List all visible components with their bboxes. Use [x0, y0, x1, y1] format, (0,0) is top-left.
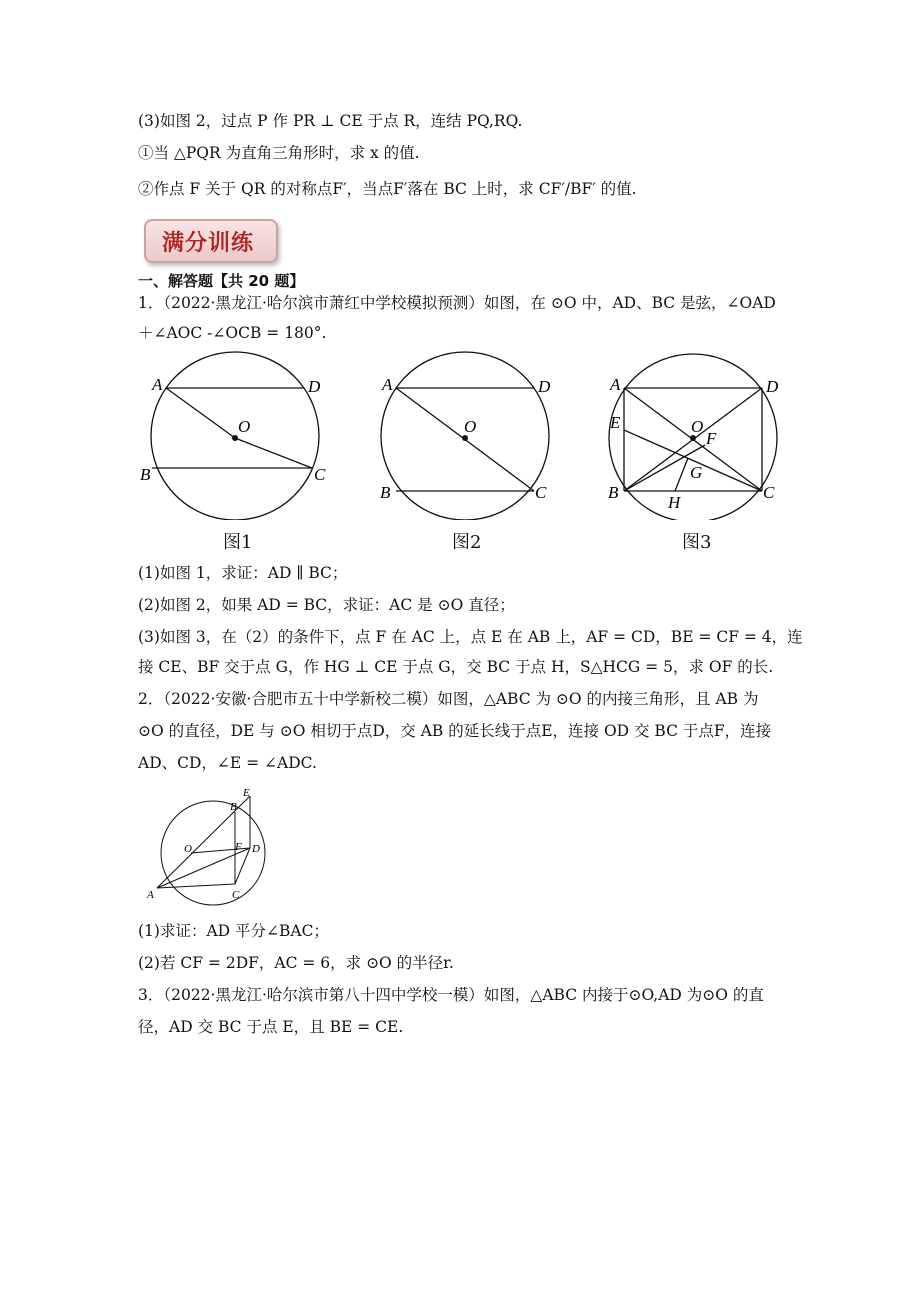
fig3-label-a: A — [610, 375, 621, 394]
p1-part3-line2: 接 CE、BF 交于点 G，作 HG ⊥ CE 于点 G，交 BC 于点 H，S△HCG = 5，求 OF 的长. — [138, 658, 774, 676]
section-title: 一、解答题【共 20 题】 — [138, 272, 305, 290]
fig2-label-d: D — [538, 377, 551, 396]
fig4-label-a: A — [147, 889, 154, 901]
fig-caption-2: 图2 — [452, 532, 482, 553]
intro-q3-2: ②作点 F 关于 QR 的对称点F′，当点F′落在 BC 上时，求 CF′/BF′ 的值. — [138, 180, 637, 198]
figure-1-diagram — [130, 350, 810, 520]
p2-part2: (2)若 CF = 2DF，AC = 6，求 ⊙O 的半径r. — [138, 954, 454, 972]
p2-line2: ⊙O 的直径，DE 与 ⊙O 相切于点D，交 AB 的延长线于点E，连接 OD 交 BC 于点F，连接 — [138, 722, 772, 740]
p2-part1: (1)求证：AD 平分∠BAC； — [138, 922, 329, 940]
fig1-label-b: B — [140, 465, 151, 484]
fig4-label-e: E — [243, 787, 250, 799]
fig3-label-b: B — [608, 483, 619, 502]
fig1-label-c: C — [314, 465, 326, 484]
p3-line2: 径，AD 交 BC 于点 E，且 BE = CE. — [138, 1018, 404, 1036]
fig4-label-b: B — [230, 801, 237, 813]
fig3-label-e: E — [610, 413, 621, 432]
intro-q3: (3)如图 2，过点 P 作 PR ⊥ CE 于点 R，连结 PQ,RQ. — [138, 112, 523, 130]
fig2-label-c: C — [535, 483, 547, 502]
p1-line1: 1．（2022·黑龙江·哈尔滨市萧红中学校模拟预测）如图，在 ⊙O 中，AD、BC 是弦，∠OAD — [138, 294, 776, 312]
fig1-label-a: A — [152, 375, 163, 394]
fig2-label-b: B — [380, 483, 391, 502]
fig3-label-g: G — [690, 463, 703, 482]
fig3-label-h: H — [668, 493, 681, 512]
fig4-label-d: D — [252, 843, 260, 855]
fig4-label-c: C — [232, 889, 240, 901]
p2-line3: AD、CD，∠E = ∠ADC. — [138, 754, 317, 772]
fig-caption-3: 图3 — [682, 532, 712, 553]
p2-line1: 2．（2022·安徽·合肥市五十中学新校二模）如图，△ABC 为 ⊙O 的内接三角形，且 AB 为 — [138, 690, 759, 708]
fig1-label-d: D — [308, 377, 321, 396]
fig3-label-d: D — [766, 377, 779, 396]
fig3-label-f: F — [706, 429, 717, 448]
p1-part2: (2)如图 2，如果 AD = BC，求证：AC 是 ⊙O 直径； — [138, 596, 515, 614]
intro-q3-1: ①当 △PQR 为直角三角形时，求 x 的值. — [138, 144, 420, 162]
p1-part3-line1: (3)如图 3，在（2）的条件下，点 F 在 AC 上，点 E 在 AB 上，AF = CD，BE = CF = 4，连 — [138, 628, 803, 646]
fig1-label-o: O — [238, 417, 251, 436]
p1-part1: (1)如图 1，求证：AD ∥ BC； — [138, 564, 348, 582]
fig2-label-o: O — [464, 417, 477, 436]
fig4-label-o: O — [184, 843, 192, 855]
full-marks-badge — [144, 219, 278, 263]
fig3-label-c: C — [763, 483, 775, 502]
fig-caption-1: 图1 — [223, 532, 253, 553]
fig3-label-o: O — [691, 417, 704, 436]
fig4-label-f: F — [235, 841, 242, 853]
badge-label: 满分训练 — [162, 231, 255, 256]
figure-2-diagram — [138, 782, 278, 907]
fig2-label-a: A — [382, 375, 393, 394]
p3-line1: 3．（2022·黑龙江·哈尔滨市第八十四中学校一模）如图，△ABC 内接于⊙O,AD 为⊙O 的直 — [138, 986, 764, 1004]
p1-line2: ＋∠AOC -∠OCB = 180°. — [138, 324, 327, 342]
